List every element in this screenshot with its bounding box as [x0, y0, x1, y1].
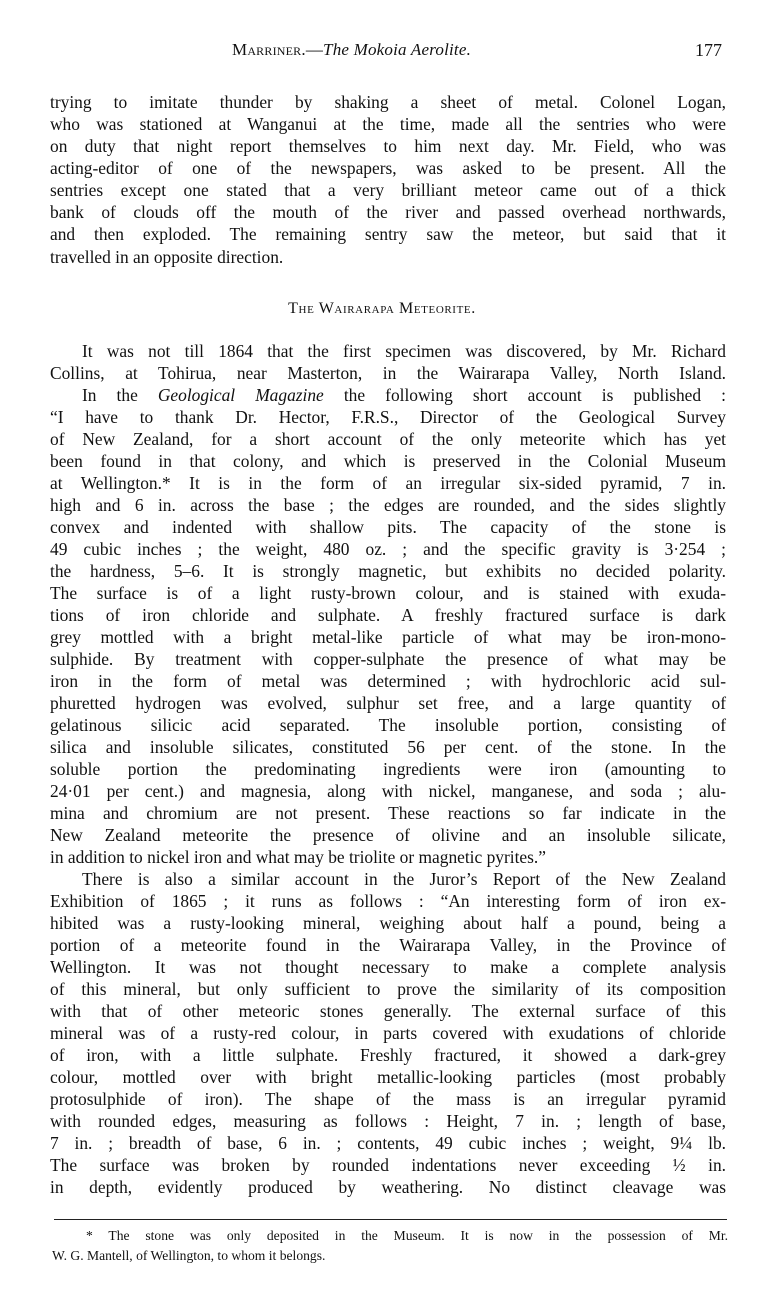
text-line: 49 cubic inches ; the weight, 480 oz. ; and the specific gravity is 3·254 ;: [50, 539, 726, 559]
text-line: Collins, at Tohirua, near Masterton, in the Wairarapa Valley, North Island.: [50, 363, 726, 383]
page-number: 177: [695, 40, 722, 60]
text-line: been found in that colony, and which is preserved in the Colonial Museum: [50, 451, 726, 471]
running-header: [0, 40, 764, 64]
text-line: gelatinous silicic acid separated. The insoluble portion, consisting of: [50, 715, 726, 735]
header-author: Marriner.: [232, 40, 306, 59]
text-line: soluble portion the predominating ingredients were iron (amounting to: [50, 759, 726, 779]
text-line: convex and indented with shallow pits. The capacity of the stone is: [50, 517, 726, 537]
text-line: portion of a meteorite found in the Wairarapa Valley, in the Province of: [50, 935, 726, 955]
text-line: New Zealand meteorite the presence of olivine and an insoluble silicate,: [50, 825, 726, 845]
text-line: with rounded edges, measuring as follows : Height, 7 in. ; length of base,: [50, 1111, 726, 1131]
text-line: “I have to thank Dr. Hector, F.R.S., Director of the Geological Survey: [50, 407, 726, 427]
text-line: grey mottled with a bright metal-like particle of what may be iron-mono-: [50, 627, 726, 647]
text-line: There is also a similar account in the Juror’s Report of the New Zealand: [82, 869, 726, 889]
footnote-divider: [54, 1219, 727, 1220]
text-line: phuretted hydrogen was evolved, sulphur set free, and a large quantity of: [50, 693, 726, 713]
text-line: [82, 384, 726, 406]
text-line: of this mineral, but only sufficient to prove the similarity of its composition: [50, 979, 726, 999]
header-dash: —: [305, 40, 324, 59]
footnote-line: W. G. Mantell, of Wellington, to whom it belongs.: [52, 1248, 326, 1263]
text-line: mina and chromium are not present. These reactions so far indicate in the: [50, 803, 726, 823]
text-line: iron in the form of metal was determined ; with hydrochloric acid sul-: [50, 671, 726, 691]
text-line: travelled in an opposite direction.: [50, 247, 284, 267]
text-line: Wellington. It was not thought necessary to make a complete analysis: [50, 957, 726, 977]
text-line: the hardness, 5–6. It is strongly magnetic, but exhibits no decided polarity.: [50, 561, 726, 581]
text-line: hibited was a rusty-looking mineral, weighing about half a pound, being a: [50, 913, 726, 933]
text-line: Exhibition of 1865 ; it runs as follows : “An interesting form of iron ex-: [50, 891, 726, 911]
text-line: at Wellington.* It is in the form of an irregular six-sided pyramid, 7 in.: [50, 473, 726, 493]
text-line: in depth, evidently produced by weathering. No distinct cleavage was: [50, 1177, 726, 1197]
text-line: colour, mottled over with bright metallic-looking particles (most probably: [50, 1067, 726, 1087]
text-line: It was not till 1864 that the first specimen was discovered, by Mr. Richard: [82, 341, 726, 361]
footnote-line: * The stone was only deposited in the Museum. It is now in the possession of Mr.: [86, 1228, 728, 1243]
text-line: silica and insoluble silicates, constituted 56 per cent. of the stone. In the: [50, 737, 726, 757]
text-line: of iron, with a little sulphate. Freshly fractured, it showed a dark-grey: [50, 1045, 726, 1065]
text-line: 7 in. ; breadth of base, 6 in. ; contents, 49 cubic inches ; weight, 9¼ lb.: [50, 1133, 726, 1153]
running-head: [232, 40, 471, 60]
text-line: trying to imitate thunder by shaking a sheet of metal. Colonel Logan,: [50, 92, 726, 112]
text-line: who was stationed at Wanganui at the time, made all the sentries who were: [50, 114, 726, 134]
text-line: The surface was broken by rounded indentations never exceeding ½ in.: [50, 1155, 726, 1175]
text-line: of New Zealand, for a short account of the only meteorite which has yet: [50, 429, 726, 449]
section-heading: The Wairarapa Meteorite.: [288, 300, 476, 317]
text-line: tions of iron chloride and sulphate. A freshly fractured surface is dark: [50, 605, 726, 625]
text-run: the following short account is published :: [323, 385, 726, 405]
text-line: sulphide. By treatment with copper-sulphate the presence of what may be: [50, 649, 726, 669]
text-line: The surface is of a light rusty-brown colour, and is stained with exuda-: [50, 583, 726, 603]
text-line: 24·01 per cent.) and magnesia, along with nickel, manganese, and soda ; alu-: [50, 781, 726, 801]
text-line: high and 6 in. across the base ; the edges are rounded, and the sides slightly: [50, 495, 726, 515]
text-line: with that of other meteoric stones generally. The external surface of this: [50, 1001, 726, 1021]
text-line: mineral was of a rusty-red colour, in parts covered with exudations of chloride: [50, 1023, 726, 1043]
text-line: bank of clouds off the mouth of the river and passed overhead northwards,: [50, 202, 726, 222]
text-line: and then exploded. The remaining sentry saw the meteor, but said that it: [50, 224, 726, 244]
header-title: The Mokoia Aerolite.: [323, 40, 472, 59]
text-line: acting-editor of one of the newspapers, was asked to be present. All the: [50, 158, 726, 178]
journal-title: Geological Magazine: [157, 385, 324, 405]
text-line: in addition to nickel iron and what may be triolite or magnetic pyrites.”: [50, 847, 546, 867]
text-line: on duty that night report themselves to him next day. Mr. Field, who was: [50, 136, 726, 156]
text-line: sentries except one stated that a very brilliant meteor came out of a thick: [50, 180, 726, 200]
text-line: protosulphide of iron). The shape of the mass is an irregular pyramid: [50, 1089, 726, 1109]
text-run: In the: [82, 385, 158, 405]
